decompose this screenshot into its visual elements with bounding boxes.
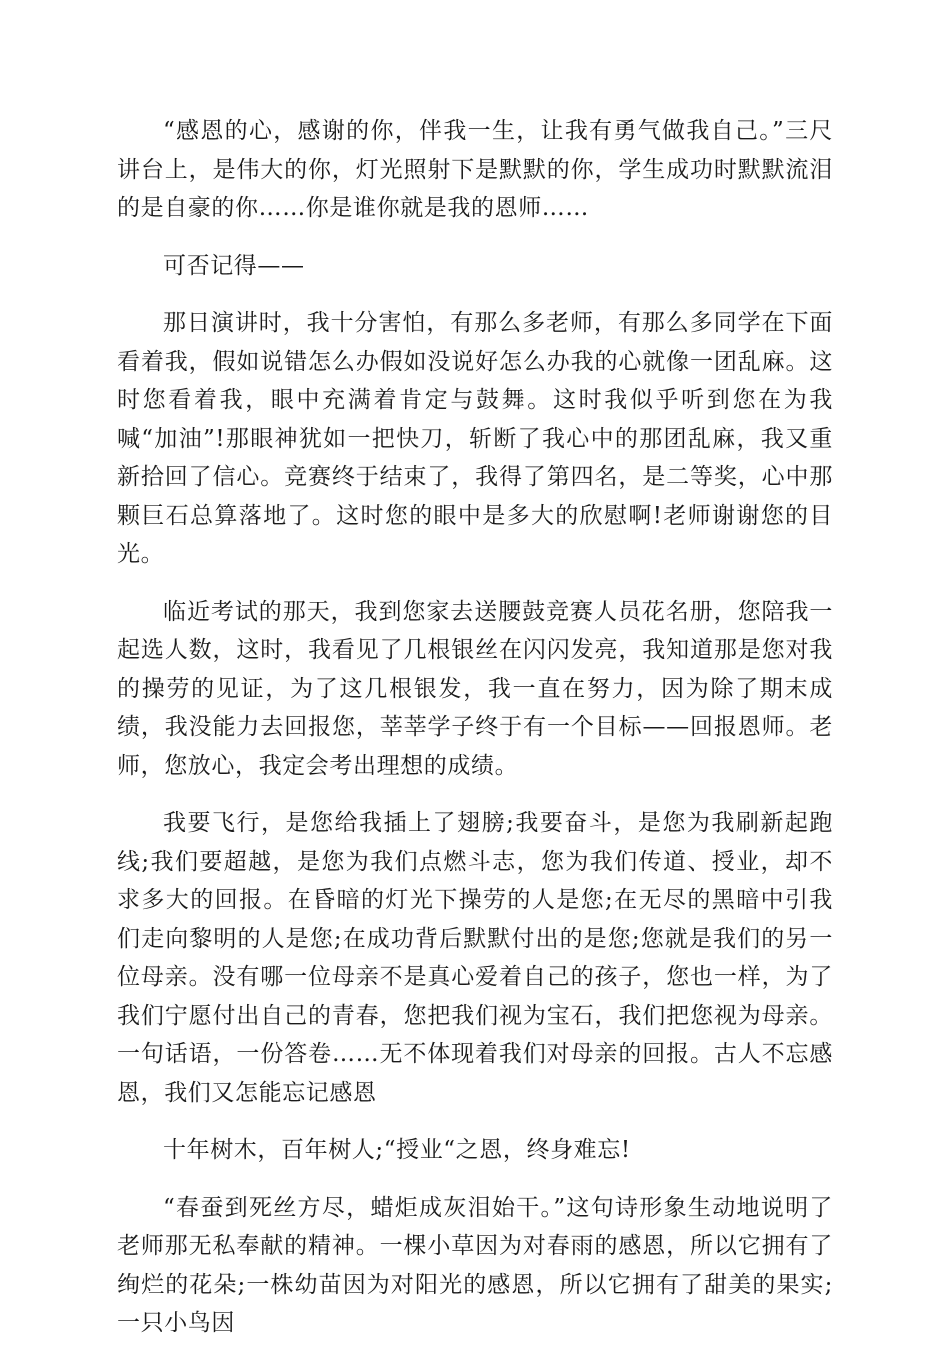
- paragraph-intro: “感恩的心，感谢的你，伴我一生，让我有勇气做我自己。”三尺讲台上，是伟大的你，灯光照射下是默默的你，学生成功时默默流泪的是自豪的你……你是谁你就是我的恩师……: [117, 118, 833, 221]
- paragraph-speech: 那日演讲时，我十分害怕，有那么多老师，有那么多同学在下面看着我，假如说错怎么办假如没说好怎么办我的心就像一团乱麻。这时您看着我，眼中充满着肯定与鼓舞。这时我似乎听到您在为我喊“加油”!那眼神犹如一把快刀，斩断了我心中的那团乱麻，我又重新拾回了信心。竞赛终于结束了，我得了第四名，是二等奖，心中那颗巨石总算落地了。这时您的眼中是多大的欣慰啊!老师谢谢您的目光。: [117, 310, 833, 567]
- paragraph-remember: 可否记得——: [163, 252, 305, 279]
- paragraph-proverb: 十年树木，百年树人;“授业“之恩，终身难忘!: [163, 1137, 631, 1163]
- paragraph-poem: “春蚕到死丝方尽，蜡炬成灰泪始干。”这句诗形象生动地说明了老师那无私奉献的精神。一棵小草因为对春雨的感恩，所以它拥有了绚烂的花朵;一株幼苗因为对阳光的感恩，所以它拥有了甜美的果实;一只小鸟因: [117, 1194, 833, 1336]
- paragraph-exam: 临近考试的那天，我到您家去送腰鼓竞赛人员花名册，您陪我一起选人数，这时，我看见了几根银丝在闪闪发亮，我知道那是您对我的操劳的见证，为了这几根银发，我一直在努力，因为除了期末成绩，我没能力去回报您，莘莘学子终于有一个目标——回报恩师。老师，您放心，我定会考出理想的成绩。: [117, 598, 833, 779]
- document-body: [117, 112, 833, 1362]
- paragraph-mother: 我要飞行，是您给我插上了翅膀;我要奋斗，是您为我刷新起跑线;我们要超越，是您为我们点燃斗志，您为我们传道、授业，却不求多大的回报。在昏暗的灯光下操劳的人是您;在无尽的黑暗中引我们走向黎明的人是您;在成功背后默默付出的是您;您就是我们的另一位母亲。没有哪一位母亲不是真心爱着自己的孩子，您也一样，为了我们宁愿付出自己的青春，您把我们视为宝石，我们把您视为母亲。一句话语，一份答卷……无不体现着我们对母亲的回报。古人不忘感恩，我们又怎能忘记感恩: [117, 810, 833, 1106]
